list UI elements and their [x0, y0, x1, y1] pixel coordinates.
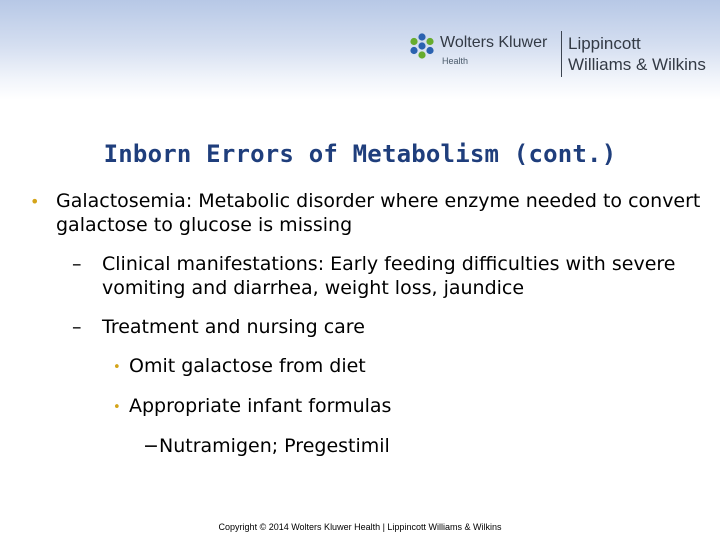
- sub-item-marker: –: [72, 253, 82, 275]
- level4-item: Nutramigen; Pregestimil: [159, 435, 390, 457]
- copyright-footer: Copyright © 2014 Wolters Kluwer Health | Lippincott Williams & Wilkins: [218, 522, 502, 532]
- imprint-line-2: Williams & Wilkins: [568, 55, 706, 74]
- sub-sub-item: Omit galactose from diet: [129, 355, 366, 377]
- logo-divider: [561, 31, 562, 77]
- imprint-line-1: Lippincott: [568, 34, 641, 53]
- slide-title: Inborn Errors of Metabolism (cont.): [103, 140, 617, 168]
- sub-sub-item: Appropriate infant formulas: [129, 395, 392, 417]
- bullet-item: Galactosemia: Metabolic disorder where enzyme needed to convert galactose to glucose is missing: [56, 190, 701, 236]
- sub-sub-item-marker: •: [113, 400, 121, 415]
- wolters-kluwer-logo-icon: [408, 32, 436, 60]
- level4-item-marker: −: [143, 435, 159, 457]
- sub-item: Clinical manifestations: Early feeding difficulties with severe vomiting and diarrhea, weight loss, jaundice: [102, 253, 676, 299]
- sub-item: Treatment and nursing care: [102, 316, 365, 338]
- imprint-logo: [568, 33, 706, 75]
- sub-item-marker: –: [72, 316, 82, 338]
- sub-sub-item-marker: •: [113, 360, 121, 375]
- bullet-marker: •: [30, 192, 40, 211]
- publisher-name: Wolters Kluwer: [440, 34, 548, 51]
- publisher-subtitle: Health: [442, 56, 469, 66]
